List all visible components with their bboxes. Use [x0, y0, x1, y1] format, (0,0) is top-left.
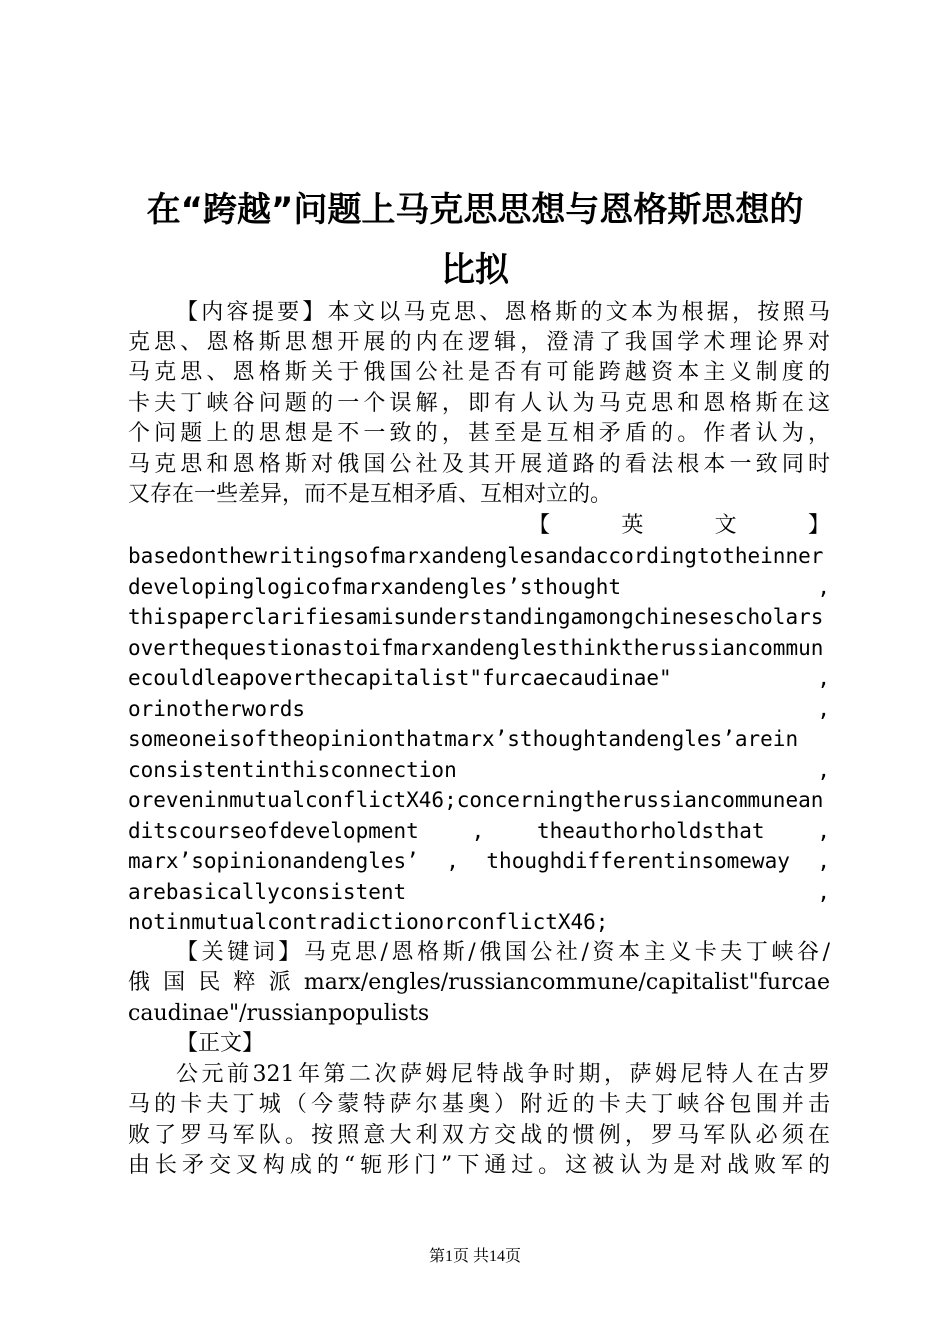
body-heading: 【正文】: [176, 1031, 265, 1056]
english-line-7: someoneisoftheopinionthatmarx’sthoughtandengles’arein: [128, 727, 799, 751]
english-line-3: thispaperclarifiesamisunderstandingamongchinesescholars: [128, 605, 824, 629]
body-line-4: 由长矛交叉构成的“轭形门”下通过。这被认为是对战败军的: [128, 1153, 830, 1178]
document-title-line-2: 比拟: [441, 250, 509, 290]
body-line-1: 公元前321年第二次萨姆尼特战争时期，萨姆尼特人在古罗: [176, 1062, 830, 1087]
keywords-line-1: 【关键词】马克思/恩格斯/俄国公社/资本主义卡夫丁峡谷/: [176, 940, 830, 965]
abstract-line-2: 克思、恩格斯思想开展的内在逻辑，澄清了我国学术理论界对: [128, 330, 830, 355]
english-line-9: oreveninmutualconflictX46;concerningtherussiancommunean: [128, 788, 824, 812]
body-line-3: 败了罗马军队。按照意大利双方交战的惯例，罗马军队必须在: [128, 1123, 830, 1148]
english-line-10: ditscourseofdevelopment , theauthorholdsthat ,: [128, 819, 830, 843]
english-line-1: basedonthewritingsofmarxandenglesandaccordingtotheinner: [128, 544, 824, 568]
english-line-5: ecouldleapoverthecapitalist"furcaecaudinae" ,: [128, 666, 830, 690]
english-line-11: marx’sopinionandengles’ , thoughdifferentinsomeway ,: [128, 849, 830, 873]
document-title-line-1: 在“跨越”问题上马克思思想与恩格斯思想的: [146, 190, 804, 230]
abstract-line-7: 又存在一些差异，而不是互相矛盾、互相对立的。: [128, 482, 613, 507]
english-line-6: orinotherwords ,: [128, 697, 830, 721]
body-line-2: 马的卡夫丁城（今蒙特萨尔基奥）附近的卡夫丁峡谷包围并击: [128, 1092, 830, 1117]
english-line-13: notinmutualcontradictionorconflictX46;: [128, 910, 609, 934]
abstract-line-1: 【内容提要】本文以马克思、恩格斯的文本为根据，按照马: [176, 300, 830, 325]
english-line-8: consistentinthisconnection ,: [128, 758, 830, 782]
english-line-2: developinglogicofmarxandengles’sthought ,: [128, 575, 830, 599]
english-abstract-heading: 【 英 文 】: [528, 513, 830, 538]
english-line-4: overthequestionastoifmarxandenglesthinktherussiancommun: [128, 636, 824, 660]
abstract-line-6: 马克思和恩格斯对俄国公社及其开展道路的看法根本一致同时: [128, 452, 830, 477]
keywords-line-3: caudinae"/russianpopulists: [128, 1001, 430, 1026]
page-footer: 第1页 共14页: [428, 1248, 521, 1265]
abstract-line-3: 马克思、恩格斯关于俄国公社是否有可能跨越资本主义制度的: [128, 360, 830, 385]
abstract-line-4: 卡夫丁峡谷问题的一个误解，即有人认为马克思和恩格斯在这: [128, 391, 830, 416]
keywords-line-2: 俄国民粹派marx/engles/russiancommune/capitalist"furcae: [128, 970, 830, 995]
abstract-line-5: 个问题上的思想是不一致的，甚至是互相矛盾的。作者认为，: [128, 421, 830, 446]
english-line-12: arebasicallyconsistent ,: [128, 880, 830, 904]
